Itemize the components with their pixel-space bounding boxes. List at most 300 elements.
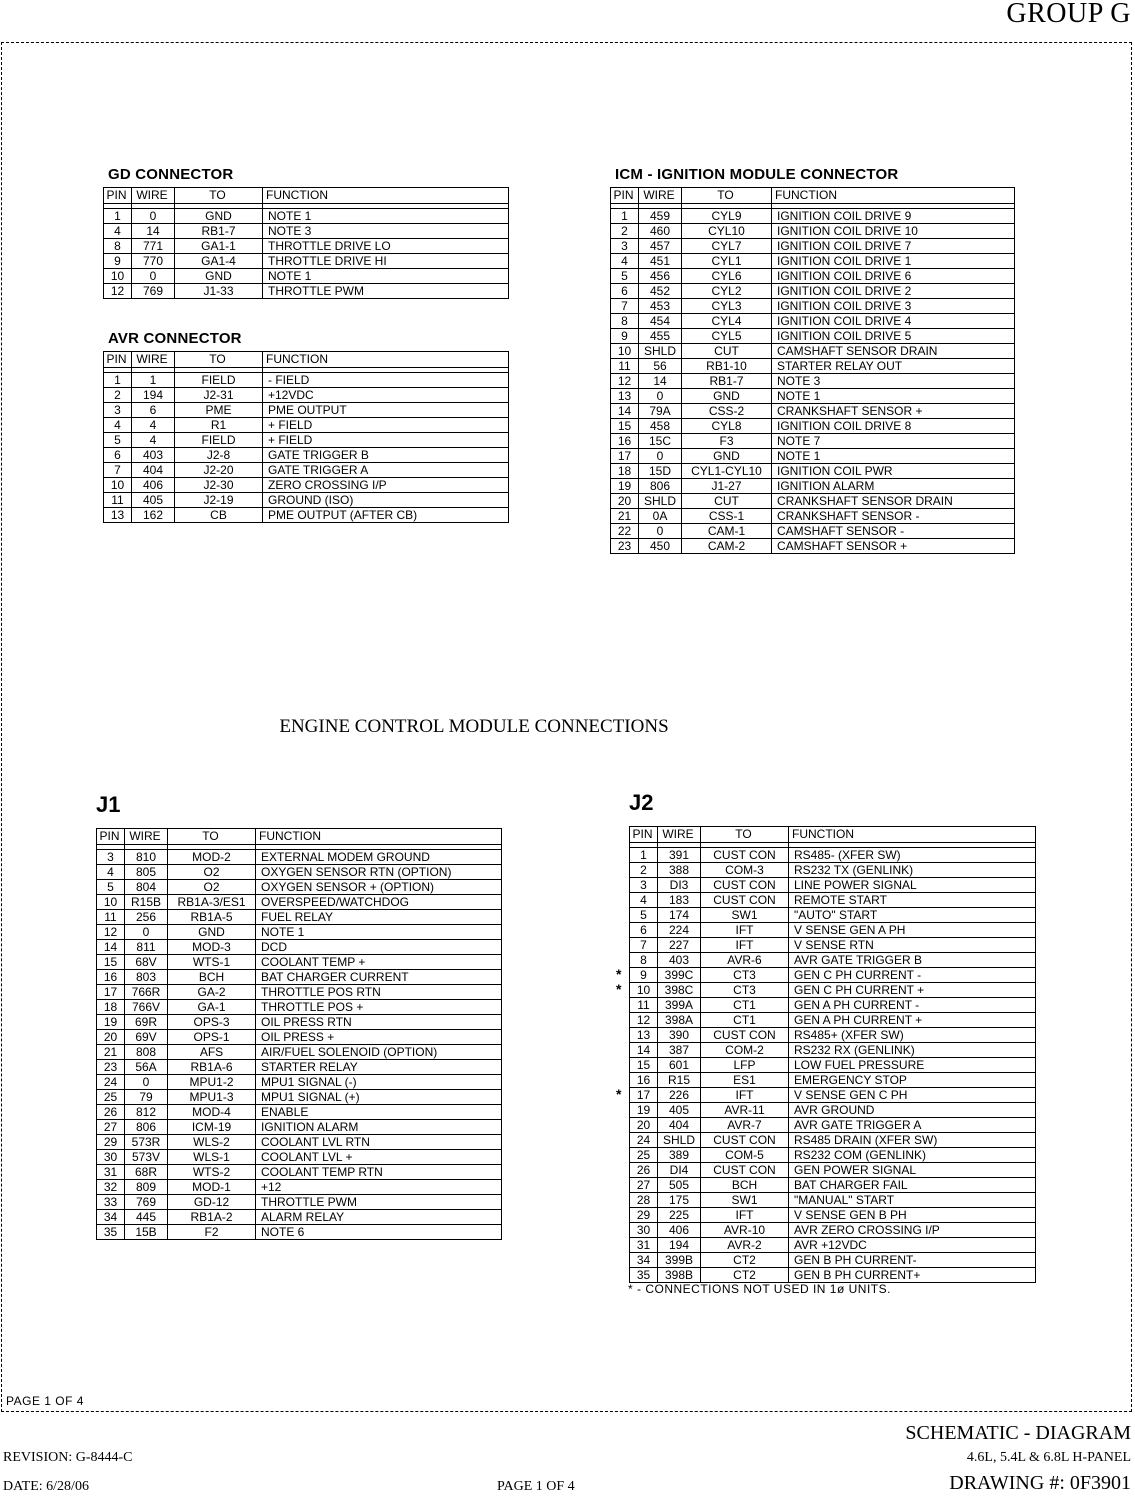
cell-wire: 803 bbox=[125, 970, 168, 985]
table-row bbox=[104, 284, 509, 299]
cell-to: FIELD bbox=[175, 373, 263, 388]
cell-fn: CRANKSHAFT SENSOR DRAIN bbox=[772, 494, 1015, 509]
cell-wire: 14 bbox=[639, 374, 682, 389]
cell-pin: 25 bbox=[630, 1148, 658, 1163]
cell-to: AVR-2 bbox=[701, 1238, 789, 1253]
cell-fn: REMOTE START bbox=[789, 893, 1036, 908]
cell-pin: 16 bbox=[97, 970, 125, 985]
table-header bbox=[104, 352, 509, 368]
table-row bbox=[97, 1090, 502, 1105]
table-row bbox=[611, 224, 1015, 239]
cell-pin: 5 bbox=[97, 880, 125, 895]
cell-pin: 31 bbox=[97, 1165, 125, 1180]
table-row bbox=[104, 508, 509, 523]
cell-wire: 601 bbox=[658, 1058, 701, 1073]
cell-to: GND bbox=[682, 449, 772, 464]
cell-wire: 69V bbox=[125, 1030, 168, 1045]
cell-wire: 453 bbox=[639, 299, 682, 314]
unused-pin-marker: * bbox=[616, 966, 622, 982]
cell-fn: OXYGEN SENSOR RTN (OPTION) bbox=[256, 865, 502, 880]
cell-to: WLS-2 bbox=[168, 1135, 256, 1150]
icm-connector-table bbox=[610, 187, 1015, 554]
cell-fn: OIL PRESS + bbox=[256, 1030, 502, 1045]
table-row bbox=[611, 479, 1015, 494]
cell-to: MOD-4 bbox=[168, 1105, 256, 1120]
cell-wire: 455 bbox=[639, 329, 682, 344]
cell-fn: GROUND (ISO) bbox=[263, 493, 509, 508]
table-row bbox=[611, 314, 1015, 329]
cell-pin: 29 bbox=[97, 1135, 125, 1150]
cell-to: CT1 bbox=[701, 1013, 789, 1028]
cell-wire: 458 bbox=[639, 419, 682, 434]
cell-wire: 505 bbox=[658, 1178, 701, 1193]
table-row bbox=[611, 389, 1015, 404]
cell-to: J2-30 bbox=[175, 478, 263, 493]
icm-connector-title: ICM - IGNITION MODULE CONNECTOR bbox=[615, 166, 899, 183]
cell-fn: THROTTLE POS RTN bbox=[256, 985, 502, 1000]
table-row bbox=[97, 1105, 502, 1120]
cell-to: CYL2 bbox=[682, 284, 772, 299]
cell-fn: THROTTLE DRIVE HI bbox=[263, 254, 509, 269]
cell-to: AVR-7 bbox=[701, 1118, 789, 1133]
cell-wire: 769 bbox=[125, 1195, 168, 1210]
cell-pin: 10 bbox=[104, 478, 132, 493]
cell-pin: 2 bbox=[611, 224, 639, 239]
cell-to: O2 bbox=[168, 880, 256, 895]
table-row bbox=[104, 403, 509, 418]
cell-pin: 26 bbox=[97, 1105, 125, 1120]
cell-to: CUST CON bbox=[701, 848, 789, 863]
unused-pin-marker: * bbox=[616, 981, 622, 997]
cell-pin: 10 bbox=[104, 269, 132, 284]
cell-wire: 766V bbox=[125, 1000, 168, 1015]
table-row bbox=[611, 509, 1015, 524]
table-row bbox=[611, 359, 1015, 374]
cell-to: CT1 bbox=[701, 998, 789, 1013]
cell-fn: AVR ZERO CROSSING I/P bbox=[789, 1223, 1036, 1238]
table-header bbox=[630, 827, 1036, 843]
cell-wire: 15B bbox=[125, 1225, 168, 1240]
cell-wire: 398A bbox=[658, 1013, 701, 1028]
cell-pin: 30 bbox=[97, 1150, 125, 1165]
table-row bbox=[97, 1045, 502, 1060]
page-tag: PAGE 1 OF 4 bbox=[6, 1394, 84, 1408]
column-header-to: TO bbox=[175, 188, 263, 204]
cell-pin: 2 bbox=[104, 388, 132, 403]
cell-to: MOD-3 bbox=[168, 940, 256, 955]
gd-connector-title: GD CONNECTOR bbox=[108, 166, 234, 183]
cell-pin: 19 bbox=[611, 479, 639, 494]
cell-fn: - FIELD bbox=[263, 373, 509, 388]
cell-fn: AVR GATE TRIGGER B bbox=[789, 953, 1036, 968]
table-row bbox=[97, 1120, 502, 1135]
cell-fn: + FIELD bbox=[263, 433, 509, 448]
cell-wire: 6 bbox=[132, 403, 175, 418]
cell-fn: RS485 DRAIN (XFER SW) bbox=[789, 1133, 1036, 1148]
table-row bbox=[630, 1148, 1036, 1163]
cell-to: MOD-2 bbox=[168, 850, 256, 865]
cell-to: CT2 bbox=[701, 1253, 789, 1268]
cell-to: F3 bbox=[682, 434, 772, 449]
cell-fn: IGNITION COIL PWR bbox=[772, 464, 1015, 479]
cell-to: RB1-7 bbox=[682, 374, 772, 389]
cell-wire: 226 bbox=[658, 1088, 701, 1103]
table-row bbox=[630, 893, 1036, 908]
cell-pin: 4 bbox=[97, 865, 125, 880]
cell-to: R1 bbox=[175, 418, 263, 433]
cell-to: O2 bbox=[168, 865, 256, 880]
cell-to: CSS-2 bbox=[682, 404, 772, 419]
cell-wire: 391 bbox=[658, 848, 701, 863]
table-header bbox=[611, 188, 1015, 204]
table-row bbox=[104, 209, 509, 224]
cell-fn: NOTE 1 bbox=[263, 209, 509, 224]
cell-wire: 162 bbox=[132, 508, 175, 523]
cell-wire: 805 bbox=[125, 865, 168, 880]
cell-fn: NOTE 3 bbox=[263, 224, 509, 239]
cell-pin: 3 bbox=[630, 878, 658, 893]
table-row bbox=[97, 910, 502, 925]
cell-wire: 399A bbox=[658, 998, 701, 1013]
cell-wire: 806 bbox=[125, 1120, 168, 1135]
cell-wire: 404 bbox=[658, 1118, 701, 1133]
cell-fn: GEN A PH CURRENT - bbox=[789, 998, 1036, 1013]
cell-pin: 11 bbox=[630, 998, 658, 1013]
table-row bbox=[630, 1028, 1036, 1043]
cell-pin: 15 bbox=[630, 1058, 658, 1073]
cell-pin: 15 bbox=[97, 955, 125, 970]
cell-wire: 15C bbox=[639, 434, 682, 449]
cell-to: AFS bbox=[168, 1045, 256, 1060]
cell-fn: GEN A PH CURRENT + bbox=[789, 1013, 1036, 1028]
cell-fn: BAT CHARGER FAIL bbox=[789, 1178, 1036, 1193]
table-row bbox=[611, 494, 1015, 509]
cell-pin: 19 bbox=[630, 1103, 658, 1118]
cell-wire: 56A bbox=[125, 1060, 168, 1075]
cell-fn: AIR/FUEL SOLENOID (OPTION) bbox=[256, 1045, 502, 1060]
cell-to: CAM-1 bbox=[682, 524, 772, 539]
j2-title: J2 bbox=[629, 790, 654, 815]
table-row bbox=[97, 1225, 502, 1240]
cell-fn: IGNITION COIL DRIVE 7 bbox=[772, 239, 1015, 254]
cell-wire: 806 bbox=[639, 479, 682, 494]
cell-to: CT3 bbox=[701, 983, 789, 998]
cell-wire: SHLD bbox=[658, 1133, 701, 1148]
cell-fn: IGNITION COIL DRIVE 2 bbox=[772, 284, 1015, 299]
cell-wire: 15D bbox=[639, 464, 682, 479]
table-row bbox=[630, 998, 1036, 1013]
cell-fn: GEN C PH CURRENT + bbox=[789, 983, 1036, 998]
table-row bbox=[630, 923, 1036, 938]
drawing-number-label: DRAWING #: 0F3901 bbox=[949, 1472, 1131, 1494]
table-row bbox=[97, 1060, 502, 1075]
cell-pin: 21 bbox=[611, 509, 639, 524]
cell-fn: V SENSE GEN C PH bbox=[789, 1088, 1036, 1103]
table-row bbox=[97, 1135, 502, 1150]
cell-to: CYL1-CYL10 bbox=[682, 464, 772, 479]
cell-wire: 1 bbox=[132, 373, 175, 388]
avr-connector-title: AVR CONNECTOR bbox=[108, 330, 242, 347]
cell-wire: 79A bbox=[639, 404, 682, 419]
cell-wire: 56 bbox=[639, 359, 682, 374]
cell-pin: 7 bbox=[630, 938, 658, 953]
cell-pin: 24 bbox=[97, 1075, 125, 1090]
cell-pin: 20 bbox=[630, 1118, 658, 1133]
table-row bbox=[97, 880, 502, 895]
cell-wire: DI3 bbox=[658, 878, 701, 893]
cell-wire: 399C bbox=[658, 968, 701, 983]
cell-to: CUST CON bbox=[701, 893, 789, 908]
column-header-wire: WIRE bbox=[132, 188, 175, 204]
cell-fn: AVR +12VDC bbox=[789, 1238, 1036, 1253]
avr-connector-table bbox=[103, 351, 509, 523]
table-row bbox=[630, 1253, 1036, 1268]
cell-wire: 14 bbox=[132, 224, 175, 239]
cell-fn: PME OUTPUT (AFTER CB) bbox=[263, 508, 509, 523]
cell-fn: V SENSE GEN A PH bbox=[789, 923, 1036, 938]
table-row bbox=[630, 1058, 1036, 1073]
table-header bbox=[97, 829, 502, 845]
cell-pin: 1 bbox=[611, 209, 639, 224]
cell-pin: 10 bbox=[97, 895, 125, 910]
cell-to: CT2 bbox=[701, 1268, 789, 1283]
table-row bbox=[104, 463, 509, 478]
cell-fn: NOTE 1 bbox=[256, 925, 502, 940]
j2-table bbox=[629, 826, 1036, 1283]
cell-wire: 0 bbox=[125, 1075, 168, 1090]
cell-fn: PME OUTPUT bbox=[263, 403, 509, 418]
cell-fn: OIL PRESS RTN bbox=[256, 1015, 502, 1030]
table-row bbox=[611, 344, 1015, 359]
table-row bbox=[104, 224, 509, 239]
cell-wire: 174 bbox=[658, 908, 701, 923]
table-row bbox=[104, 433, 509, 448]
cell-wire: 0 bbox=[132, 209, 175, 224]
cell-fn: OXYGEN SENSOR + (OPTION) bbox=[256, 880, 502, 895]
cell-pin: 27 bbox=[97, 1120, 125, 1135]
cell-fn: RS232 RX (GENLINK) bbox=[789, 1043, 1036, 1058]
cell-wire: 804 bbox=[125, 880, 168, 895]
cell-fn: GEN POWER SIGNAL bbox=[789, 1163, 1036, 1178]
cell-pin: 1 bbox=[630, 848, 658, 863]
cell-to: COM-5 bbox=[701, 1148, 789, 1163]
cell-pin: 28 bbox=[630, 1193, 658, 1208]
cell-pin: 4 bbox=[630, 893, 658, 908]
table-row bbox=[104, 448, 509, 463]
cell-to: WLS-1 bbox=[168, 1150, 256, 1165]
cell-fn: STARTER RELAY OUT bbox=[772, 359, 1015, 374]
cell-fn: NOTE 6 bbox=[256, 1225, 502, 1240]
cell-fn: NOTE 3 bbox=[772, 374, 1015, 389]
cell-wire: 404 bbox=[132, 463, 175, 478]
cell-wire: 403 bbox=[132, 448, 175, 463]
table-row bbox=[630, 1013, 1036, 1028]
cell-wire: 0 bbox=[639, 449, 682, 464]
cell-to: MOD-1 bbox=[168, 1180, 256, 1195]
cell-pin: 8 bbox=[611, 314, 639, 329]
table-row bbox=[611, 269, 1015, 284]
table-row bbox=[104, 254, 509, 269]
cell-fn: STARTER RELAY bbox=[256, 1060, 502, 1075]
table-row bbox=[611, 239, 1015, 254]
cell-pin: 7 bbox=[611, 299, 639, 314]
cell-pin: 7 bbox=[104, 463, 132, 478]
cell-pin: 11 bbox=[104, 493, 132, 508]
revision-label: REVISION: G-8444-C bbox=[3, 1450, 133, 1465]
cell-wire: 812 bbox=[125, 1105, 168, 1120]
cell-wire: 457 bbox=[639, 239, 682, 254]
cell-pin: 15 bbox=[611, 419, 639, 434]
cell-pin: 13 bbox=[104, 508, 132, 523]
cell-pin: 14 bbox=[611, 404, 639, 419]
cell-wire: 454 bbox=[639, 314, 682, 329]
cell-wire: 0 bbox=[639, 524, 682, 539]
cell-fn: MPU1 SIGNAL (-) bbox=[256, 1075, 502, 1090]
table-row bbox=[97, 895, 502, 910]
cell-wire: 79 bbox=[125, 1090, 168, 1105]
cell-pin: 6 bbox=[630, 923, 658, 938]
table-row bbox=[611, 329, 1015, 344]
cell-wire: 390 bbox=[658, 1028, 701, 1043]
column-header-pin: PIN bbox=[630, 827, 658, 843]
cell-to: GA1-1 bbox=[175, 239, 263, 254]
table-row bbox=[630, 968, 1036, 983]
cell-fn: +12 bbox=[256, 1180, 502, 1195]
cell-fn: IGNITION COIL DRIVE 5 bbox=[772, 329, 1015, 344]
cell-wire: 4 bbox=[132, 433, 175, 448]
cell-wire: 406 bbox=[132, 478, 175, 493]
cell-fn: +12VDC bbox=[263, 388, 509, 403]
table-row bbox=[97, 1210, 502, 1225]
cell-wire: 810 bbox=[125, 850, 168, 865]
column-header-pin: PIN bbox=[97, 829, 125, 845]
column-header-wire: WIRE bbox=[132, 352, 175, 368]
cell-fn: COOLANT TEMP RTN bbox=[256, 1165, 502, 1180]
cell-fn: CAMSHAFT SENSOR + bbox=[772, 539, 1015, 554]
cell-wire: 225 bbox=[658, 1208, 701, 1223]
table-row bbox=[97, 1150, 502, 1165]
cell-to: IFT bbox=[701, 1088, 789, 1103]
cell-to: AVR-10 bbox=[701, 1223, 789, 1238]
cell-pin: 5 bbox=[630, 908, 658, 923]
model-label: 4.6L, 5.4L & 6.8L H-PANEL bbox=[966, 1450, 1131, 1465]
table-row bbox=[630, 983, 1036, 998]
cell-wire: 68R bbox=[125, 1165, 168, 1180]
cell-to: SW1 bbox=[701, 1193, 789, 1208]
cell-fn: NOTE 1 bbox=[263, 269, 509, 284]
cell-pin: 3 bbox=[97, 850, 125, 865]
cell-fn: + FIELD bbox=[263, 418, 509, 433]
column-header-function: FUNCTION bbox=[772, 188, 1015, 204]
table-row bbox=[630, 1043, 1036, 1058]
table-row bbox=[630, 1073, 1036, 1088]
cell-to: RB1-10 bbox=[682, 359, 772, 374]
column-header-to: TO bbox=[682, 188, 772, 204]
table-row bbox=[104, 373, 509, 388]
cell-fn: IGNITION COIL DRIVE 3 bbox=[772, 299, 1015, 314]
cell-to: RB1A-5 bbox=[168, 910, 256, 925]
cell-fn: NOTE 1 bbox=[772, 389, 1015, 404]
cell-wire: 227 bbox=[658, 938, 701, 953]
cell-to: AVR-6 bbox=[701, 953, 789, 968]
table-row bbox=[611, 404, 1015, 419]
cell-pin: 17 bbox=[97, 985, 125, 1000]
cell-wire: 573V bbox=[125, 1150, 168, 1165]
cell-fn: NOTE 7 bbox=[772, 434, 1015, 449]
cell-wire: 389 bbox=[658, 1148, 701, 1163]
cell-pin: 1 bbox=[104, 373, 132, 388]
column-header-pin: PIN bbox=[104, 188, 132, 204]
cell-fn: CAMSHAFT SENSOR - bbox=[772, 524, 1015, 539]
table-row bbox=[97, 1180, 502, 1195]
cell-fn: AVR GROUND bbox=[789, 1103, 1036, 1118]
cell-to: RB1A-6 bbox=[168, 1060, 256, 1075]
cell-pin: 27 bbox=[630, 1178, 658, 1193]
cell-wire: 398C bbox=[658, 983, 701, 998]
cell-pin: 13 bbox=[630, 1028, 658, 1043]
cell-wire: 398B bbox=[658, 1268, 701, 1283]
column-header-to: TO bbox=[168, 829, 256, 845]
cell-pin: 12 bbox=[611, 374, 639, 389]
cell-pin: 24 bbox=[630, 1133, 658, 1148]
cell-to: WTS-1 bbox=[168, 955, 256, 970]
table-row bbox=[630, 848, 1036, 863]
cell-pin: 12 bbox=[97, 925, 125, 940]
cell-wire: 399B bbox=[658, 1253, 701, 1268]
cell-wire: 0 bbox=[132, 269, 175, 284]
cell-fn: "MANUAL" START bbox=[789, 1193, 1036, 1208]
table-row bbox=[104, 478, 509, 493]
cell-to: COM-3 bbox=[701, 863, 789, 878]
table-row bbox=[104, 269, 509, 284]
cell-to: BCH bbox=[168, 970, 256, 985]
cell-to: OPS-3 bbox=[168, 1015, 256, 1030]
cell-fn: EMERGENCY STOP bbox=[789, 1073, 1036, 1088]
table-row bbox=[104, 493, 509, 508]
cell-wire: SHLD bbox=[639, 494, 682, 509]
column-header-wire: WIRE bbox=[658, 827, 701, 843]
cell-to: CYL4 bbox=[682, 314, 772, 329]
table-row bbox=[630, 1193, 1036, 1208]
table-row bbox=[630, 1133, 1036, 1148]
cell-pin: 22 bbox=[611, 524, 639, 539]
table-row bbox=[630, 1238, 1036, 1253]
cell-wire: R15 bbox=[658, 1073, 701, 1088]
gd-connector-table bbox=[103, 187, 509, 299]
cell-to: J2-20 bbox=[175, 463, 263, 478]
cell-pin: 9 bbox=[630, 968, 658, 983]
table-row bbox=[630, 938, 1036, 953]
table-row bbox=[630, 863, 1036, 878]
cell-to: RB1-7 bbox=[175, 224, 263, 239]
cell-wire: 0 bbox=[125, 925, 168, 940]
column-header-function: FUNCTION bbox=[263, 188, 509, 204]
cell-wire: 770 bbox=[132, 254, 175, 269]
table-row bbox=[97, 940, 502, 955]
cell-wire: DI4 bbox=[658, 1163, 701, 1178]
cell-pin: 4 bbox=[611, 254, 639, 269]
cell-to: CAM-2 bbox=[682, 539, 772, 554]
cell-pin: 13 bbox=[611, 389, 639, 404]
cell-to: GD-12 bbox=[168, 1195, 256, 1210]
cell-wire: 0A bbox=[639, 509, 682, 524]
cell-to: F2 bbox=[168, 1225, 256, 1240]
cell-pin: 8 bbox=[630, 953, 658, 968]
table-row bbox=[97, 985, 502, 1000]
cell-pin: 21 bbox=[97, 1045, 125, 1060]
j1-title: J1 bbox=[96, 792, 121, 817]
cell-to: ES1 bbox=[701, 1073, 789, 1088]
